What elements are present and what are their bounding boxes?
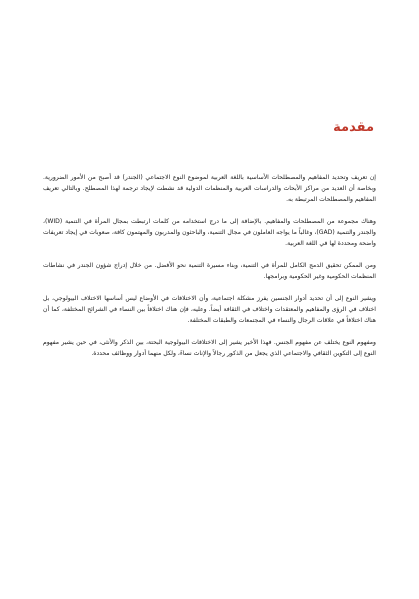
paragraph-3: ومن الممكن تحقيق الدمج الكامل للمرأة في التنمية، وبناء مسيرة التنمية نحو الأفضل. من خلال إدراج شؤون الجندر في نشاطات المنظمات الحكومية وغير الحكومية وبرامجها. <box>43 262 376 280</box>
document-body <box>43 172 376 370</box>
page-title: مقدمة <box>333 120 374 135</box>
paragraph-4: ويشير النوع إلى أن تحديد أدوار الجنسين يفرز مشكلة اجتماعية، وأن الاختلافات في الأوضاع ليس أساسها الاختلاف البيولوجي، بل اختلاف في الرؤى والمفاهيم والمعتقدات واختلاف في الثقافة أيضاً. وعليه، فإن هناك اختلافاً بين النساء في الشرائح المختلفة، كما أن هناك اختلافاً في علاقات الرجال والنساء في المجتمعات والطبقات المختلفة. <box>43 295 376 324</box>
paragraph-1: إن تعريف وتحديد المفاهيم والمصطلحات الأساسية باللغة العربية لموضوع النوع الاجتماعي (الجندر) قد أصبح من الأمور الضرورية. وبخاصة أن العديد من مراكز الأبحاث والدراسات العربية والمنظمات الدولية قد نشطت لإيجاد ترجمة لهذا المصطلح. وبالتالي تعريف المفاهيم والمصطلحات المرتبطة به. <box>43 174 376 203</box>
paragraph-5: ومفهوم النوع يختلف عن مفهوم الجنس. فهذا الأخير يشير إلى الاختلافات البيولوجية البحتة، بين الذكر والأنثى، في حين يشير مفهوم النوع إلى التكوين الثقافي والاجتماعي الذي يجعل من الذكور رجالاً والإناث نساءً، ولكل منهما أدوار ووظائف محددة. <box>43 339 376 357</box>
paragraph-2: وهناك مجموعة من المصطلحات والمفاهيم. بالإضافة إلى ما درج استخدامه من كلمات ارتبطت بمجال المرأة في التنمية (WID)، والجندر والتنمية (GAD)، وغالباً ما يواجه العاملون في مجال التنمية، والباحثون والمدربون والمهتمون كافة، صعوبات في إيجاد تعريفات واضحة ومحددة لها في اللغة العربية. <box>43 218 376 247</box>
